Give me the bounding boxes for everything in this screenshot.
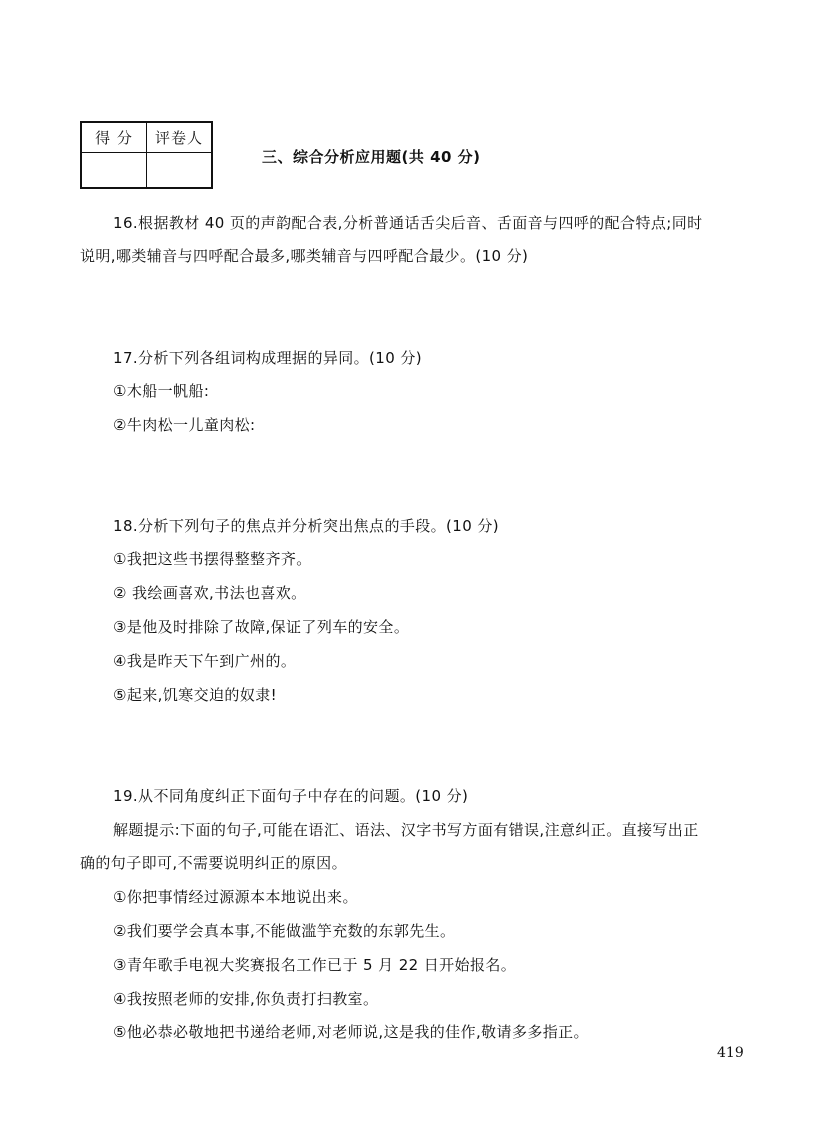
q19-hint-line-2: 确的句子即可,不需要说明纠正的原因。 (80, 854, 347, 872)
q18-item: ③是他及时排除了故障,保证了列车的安全。 (113, 618, 410, 636)
q17-item: ②牛肉松一儿童肉松: (113, 416, 256, 434)
section-title: 三、综合分析应用题(共 40 分) (262, 148, 481, 166)
q18-item: ② 我绘画喜欢,书法也喜欢。 (113, 584, 307, 602)
q19-stem: 19.从不同角度纠正下面句子中存在的问题。(10 分) (113, 787, 469, 805)
page-number: 419 (717, 1045, 744, 1061)
q19-item: ②我们要学会真本事,不能做滥竽充数的东郭先生。 (113, 922, 456, 940)
q16-line-1: 16.根据教材 40 页的声韵配合表,分析普通话舌尖后音、舌面音与四呼的配合特点;同时 (113, 214, 703, 232)
q18-item: ①我把这些书摆得整整齐齐。 (113, 550, 312, 568)
q18-item: ⑤起来,饥寒交迫的奴隶! (113, 686, 278, 704)
grader-entry-field[interactable] (147, 153, 213, 189)
score-box (80, 121, 213, 189)
q19-item: ⑤他必恭必敬地把书递给老师,对老师说,这是我的佳作,敬请多多指正。 (113, 1023, 589, 1041)
q18-stem: 18.分析下列句子的焦点并分析突出焦点的手段。(10 分) (113, 517, 500, 535)
q16-line-2: 说明,哪类辅音与四呼配合最多,哪类辅音与四呼配合最少。(10 分) (80, 247, 529, 265)
q19-item: ①你把事情经过源源本本地说出来。 (113, 888, 358, 906)
q19-item: ④我按照老师的安排,你负责打扫教室。 (113, 990, 379, 1008)
q17-stem: 17.分析下列各组词构成理据的异同。(10 分) (113, 349, 423, 367)
q19-item: ③青年歌手电视大奖赛报名工作已于 5 月 22 日开始报名。 (113, 956, 517, 974)
q18-item: ④我是昨天下午到广州的。 (113, 652, 297, 670)
q17-item: ①木船一帆船: (113, 382, 210, 400)
score-label: 得 分 (81, 122, 147, 153)
grader-label: 评卷人 (147, 122, 213, 153)
score-entry-field[interactable] (81, 153, 147, 189)
q19-hint-line-1: 解题提示:下面的句子,可能在语汇、语法、汉字书写方面有错误,注意纠正。直接写出正 (113, 821, 699, 839)
